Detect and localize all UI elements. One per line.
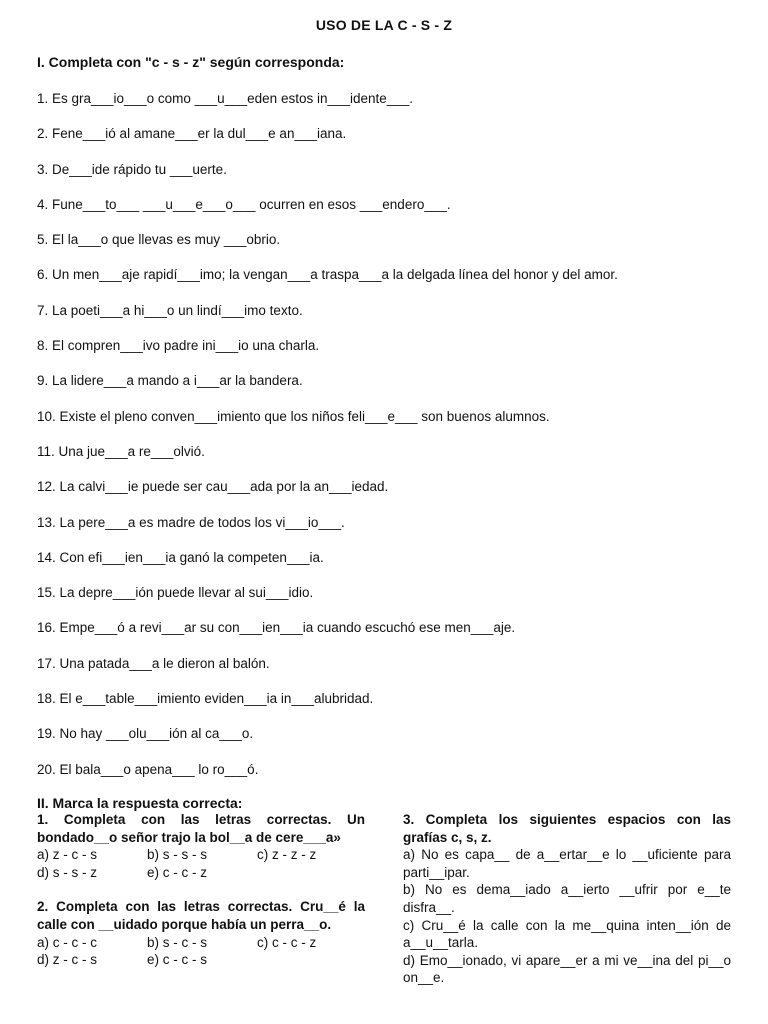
list-item: 11. Una jue___a re___olvió. bbox=[37, 443, 205, 459]
question-2: 2. Completa con las letras correctas. Cru__é la calle con __uidado porque había un perra__o. bbox=[37, 899, 365, 932]
list-item: 13. La pere___a es madre de todos los vi___io___. bbox=[37, 514, 345, 530]
left-column bbox=[37, 811, 365, 969]
question-1: 1. Completa con las letras correctas. Un bondado__o señor trajo la bol__a de cere___a» bbox=[37, 812, 365, 845]
option: b) s - s - s bbox=[147, 847, 207, 863]
option: e) c - c - s bbox=[147, 952, 207, 968]
question-3-item: a) No es capa__ de a__ertar__e lo __uficiente para parti__ipar. bbox=[403, 847, 731, 880]
list-item: 2. Fene___ió al amane___er la dul___e an___iana. bbox=[37, 126, 347, 142]
list-item: 3. De___ide rápido tu ___uerte. bbox=[37, 161, 227, 177]
question-3-item: b) No es dema__iado a__ierto __ufrir por e__te disfra__. bbox=[403, 882, 731, 915]
list-item: 17. Una patada___a le dieron al balón. bbox=[37, 655, 270, 671]
list-item: 10. Existe el pleno conven___imiento que los niños feli___e___ son buenos alumnos. bbox=[37, 408, 550, 424]
option: e) c - c - z bbox=[147, 864, 207, 880]
option: b) s - c - s bbox=[147, 934, 207, 950]
list-item: 16. Empe___ó a revi___ar su con___ien___ia cuando escuchó ese men___aje. bbox=[37, 620, 516, 636]
right-column bbox=[403, 811, 731, 987]
section-2-heading: II. Marca la respuesta correcta: bbox=[37, 795, 243, 811]
list-item: 14. Con efi___ien___ia ganó la competen___ia. bbox=[37, 549, 324, 565]
option: c) c - c - z bbox=[257, 934, 317, 950]
option: d) s - s - z bbox=[37, 864, 97, 880]
exercise-list bbox=[37, 90, 618, 796]
list-item: 5. El la___o que llevas es muy ___obrio. bbox=[37, 232, 281, 248]
list-item: 1. Es gra___io___o como ___u___eden estos in___idente___. bbox=[37, 91, 414, 106]
question-3-item: c) Cru__é la calle con la me__quina inten__ión de a__u__tarla. bbox=[403, 917, 731, 951]
question-1-options bbox=[37, 846, 365, 881]
option: d) z - c - s bbox=[37, 952, 97, 968]
list-item: 9. La lidere___a mando a i___ar la bandera. bbox=[37, 373, 303, 389]
question-3: 3. Completa los siguientes espacios con las grafías c, s, z. bbox=[403, 812, 731, 845]
section-1-heading: I. Completa con "c - s - z" según corresponda: bbox=[37, 54, 345, 70]
list-item: 6. Un men___aje rapidí___imo; la vengan___a traspa___a la delgada línea del honor y del amor. bbox=[37, 267, 618, 283]
list-item: 18. El e___table___imiento eviden___ia in___alubridad. bbox=[37, 691, 374, 707]
list-item: 4. Fune___to___ ___u___e___o___ ocurren en esos ___endero___. bbox=[37, 196, 451, 212]
list-item: 8. El compren___ivo padre ini___io una charla. bbox=[37, 338, 320, 354]
option: a) z - c - s bbox=[37, 847, 97, 863]
option: a) c - c - c bbox=[37, 934, 97, 950]
list-item: 19. No hay ___olu___ión al ca___o. bbox=[37, 726, 254, 742]
page-title: USO DE LA C - S - Z bbox=[315, 17, 453, 33]
question-2-options bbox=[37, 934, 365, 969]
list-item: 12. La calvi___ie puede ser cau___ada por la an___iedad. bbox=[37, 479, 389, 495]
list-item: 7. La poeti___a hi___o un lindí___imo texto. bbox=[37, 302, 303, 318]
list-item: 15. La depre___ión puede llevar al sui___idio. bbox=[37, 585, 314, 601]
option: c) z - z - z bbox=[257, 847, 317, 863]
question-3-item: d) Emo__ionado, vi apare__er a mi ve__ina del pi__o on__e. bbox=[403, 952, 731, 986]
list-item: 20. El bala___o apena___ lo ro___ó. bbox=[37, 761, 259, 777]
